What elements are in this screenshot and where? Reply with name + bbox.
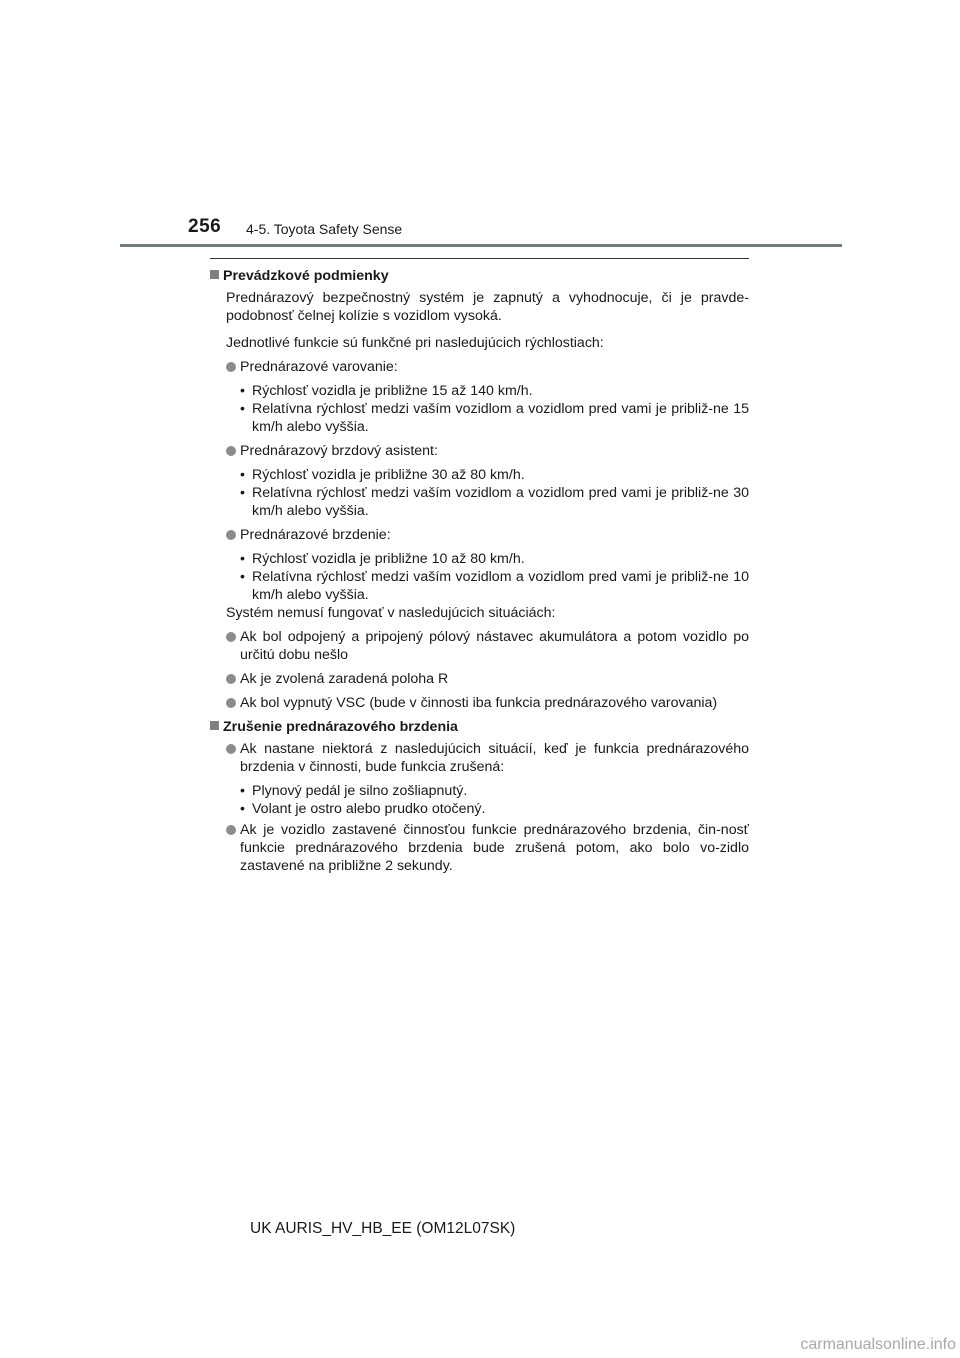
bullet-reverse-position [210,670,749,688]
sub-item-text: Volant je ostro alebo prudko otočený. [252,801,486,817]
page-header [0,0,960,250]
sub-item-text: Relatívna rýchlosť medzi vaším vozidlom a vozidlom pred vami je približ-ne 30 km/h alebo vyššia. [252,485,749,519]
paragraph-intro: Prednárazový bezpečnostný systém je zapnutý a vyhodnocuje, či je pravde-podobnosť čelnej kolízie s vozidlom vysoká. [226,290,749,324]
sub-item [240,800,749,818]
bullet-text: Ak bol odpojený a pripojený pólový nástavec akumulátora a potom vozidlo po určitú dobu nešlo [240,629,749,663]
sub-item [240,466,749,484]
circle-bullet-icon [226,744,236,754]
circle-bullet-icon [226,698,236,708]
bullet-text: Ak je vozidlo zastavené činnosťou funkcie prednárazového brzdenia, čin-nosť funkcie prednárazového brzdenia bude zrušená potom, ako bolo vo-zidlo zastavené na približne 2 sekundy. [240,822,749,874]
section-heading-operating-conditions [210,267,749,286]
dot-bullet-icon: • [240,569,245,585]
bullet-vehicle-stopped [210,821,749,875]
sub-item-text: Rýchlosť vozidla je približne 30 až 80 km/h. [252,467,525,483]
paragraph-situations: Systém nemusí fungovať v nasledujúcich situáciách: [226,605,556,621]
dot-bullet-icon: • [240,467,245,483]
dot-bullet-icon: • [240,551,245,567]
sub-item [240,484,749,520]
page-number: 256 [188,216,222,237]
paragraph-speeds: Jednotlivé funkcie sú funkčné pri nasledujúcich rýchlostiach: [226,335,604,351]
sub-item-text: Rýchlosť vozidla je približne 10 až 80 km/h. [252,551,525,567]
sub-item [240,400,749,436]
circle-bullet-icon [226,825,236,835]
dot-bullet-icon: • [240,383,245,399]
circle-bullet-icon [226,446,236,456]
bullet-pre-collision-braking [210,526,749,544]
bullet-brake-assist [210,442,749,460]
bullet-text: Prednárazový brzdový asistent: [240,443,438,459]
dot-bullet-icon: • [240,485,245,501]
sub-item-text: Relatívna rýchlosť medzi vaším vozidlom a vozidlom pred vami je približ-ne 10 km/h alebo vyššia. [252,569,749,603]
sub-item [240,550,749,568]
heading-text: Zrušenie prednárazového brzdenia [223,719,458,735]
header-rule [120,244,842,247]
footer-model-code: UK AURIS_HV_HB_EE (OM12L07SK) [250,1220,516,1237]
bullet-pre-collision-warning [210,358,749,376]
sub-item-text: Rýchlosť vozidla je približne 15 až 140 km/h. [252,383,533,399]
bullet-text: Prednárazové brzdenie: [240,527,391,543]
heading-text: Prevádzkové podmienky [223,268,389,284]
watermark: carmanualsonline.info [800,1336,956,1353]
dot-bullet-icon: • [240,783,245,799]
sub-item [240,782,749,800]
sub-item-text: Plynový pedál je silno zošliapnutý. [252,783,468,799]
bullet-battery-terminal [210,628,749,664]
content-top-rule [210,258,749,259]
bullet-text: Ak bol vypnutý VSC (bude v činnosti iba funkcia prednárazového varovania) [240,695,718,711]
circle-bullet-icon [226,530,236,540]
section-title: 4-5. Toyota Safety Sense [246,221,403,237]
sub-item-text: Relatívna rýchlosť medzi vaším vozidlom a vozidlom pred vami je približ-ne 15 km/h alebo vyššia. [252,401,749,435]
square-bullet-icon [210,721,219,730]
bullet-text: Prednárazové varovanie: [240,359,398,375]
section-heading-braking-cancel [210,718,749,737]
page-content [210,258,749,875]
circle-bullet-icon [226,632,236,642]
bullet-text: Ak nastane niektorá z nasledujúcich situácií, keď je funkcia prednárazového brzdenia v činnosti, bude funkcia zrušená: [240,741,749,775]
sub-item [240,382,749,400]
circle-bullet-icon [226,362,236,372]
bullet-text: Ak je zvolená zaradená poloha R [240,671,449,687]
circle-bullet-icon [226,674,236,684]
bullet-vsc-off [210,694,749,712]
square-bullet-icon [210,270,219,279]
dot-bullet-icon: • [240,801,245,817]
dot-bullet-icon: • [240,401,245,417]
bullet-cancel-conditions [210,740,749,776]
sub-item [240,568,749,604]
